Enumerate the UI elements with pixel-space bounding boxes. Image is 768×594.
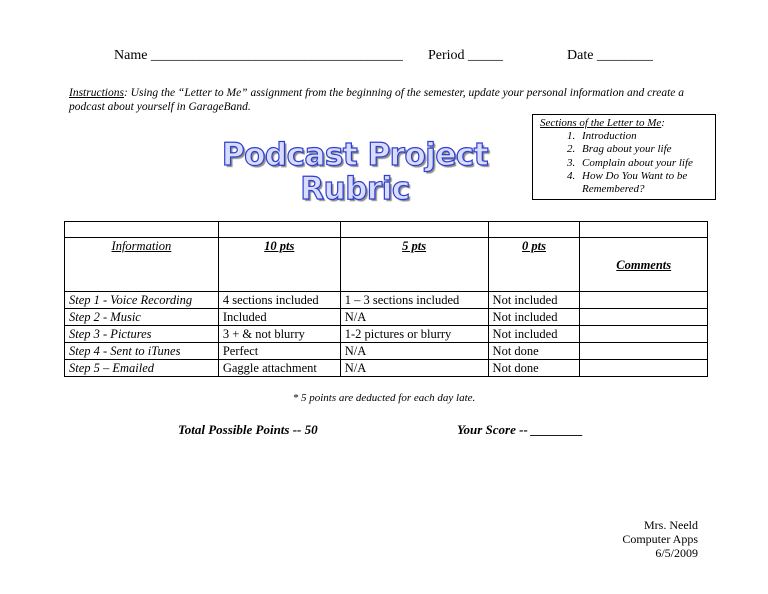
teacher-name: Mrs. Neeld (644, 518, 698, 532)
table-cell: 1 – 3 sections included (340, 292, 488, 309)
table-cell: Not included (488, 326, 580, 343)
step-cell: Step 3 - Pictures (65, 326, 219, 343)
table-cell (65, 222, 219, 238)
column-header-comments: Comments (580, 238, 708, 292)
comments-cell (580, 360, 708, 377)
table-cell: Not included (488, 292, 580, 309)
table-cell: Gaggle attachment (218, 360, 340, 377)
table-cell: N/A (340, 309, 488, 326)
sections-list-item: 1. Introduction (578, 130, 711, 143)
table-cell: Not done (488, 360, 580, 377)
step-cell: Step 5 – Emailed (65, 360, 219, 377)
step-cell: Step 2 - Music (65, 309, 219, 326)
comments-cell (580, 309, 708, 326)
table-cell: N/A (340, 360, 488, 377)
table-row (65, 309, 708, 326)
table-cell (580, 222, 708, 238)
page-title-line1: Podcast Project (221, 137, 489, 173)
column-header-information: Information (65, 238, 219, 292)
table-cell: Not included (488, 309, 580, 326)
column-header-10-pts: 10 pts (218, 238, 340, 292)
comments-cell (580, 292, 708, 309)
instructions (69, 86, 689, 114)
comments-cell (580, 343, 708, 360)
sections-box-title: Sections of the Letter to Me (540, 117, 662, 129)
course-name: Computer Apps (622, 532, 698, 546)
comments-cell (580, 326, 708, 343)
column-header-0-pts: 0 pts (488, 238, 580, 292)
total-possible-points: Total Possible Points -- 50 (178, 422, 318, 437)
table-cell: 4 sections included (218, 292, 340, 309)
rubric-table (64, 221, 708, 377)
sections-list (540, 130, 711, 196)
instructions-label: Instructions (69, 87, 124, 99)
page-title-line2: Rubric (300, 171, 410, 207)
table-cell: Not done (488, 343, 580, 360)
late-penalty-note: * 5 points are deducted for each day late. (292, 392, 476, 404)
sections-list-item: 4. How Do You Want to be Remembered? (578, 170, 711, 196)
your-score-field: Your Score -- ________ (457, 422, 584, 437)
table-cell: 1-2 pictures or blurry (340, 326, 488, 343)
footer-info (622, 518, 698, 560)
table-cell: 3 + & not blurry (218, 326, 340, 343)
table-row (65, 343, 708, 360)
table-cell: Included (218, 309, 340, 326)
letter-sections-box (532, 114, 716, 200)
date-field-label: Date ________ (567, 48, 653, 63)
table-cell: Perfect (218, 343, 340, 360)
page-title (190, 138, 520, 206)
table-header-row (65, 238, 708, 292)
table-row (65, 360, 708, 377)
student-info-header (0, 48, 768, 68)
table-cell (218, 222, 340, 238)
sections-box-title-colon: : (661, 117, 665, 129)
column-header-5-pts: 5 pts (340, 238, 488, 292)
table-cell (488, 222, 580, 238)
table-row (65, 326, 708, 343)
table-row (65, 292, 708, 309)
sections-list-item: 2. Brag about your life (578, 143, 711, 156)
instructions-text: : Using the “Letter to Me” assignment from the beginning of the semester, update your personal information and create a podcast about yourself in GarageBand. (69, 87, 684, 113)
table-spacer-row (65, 222, 708, 238)
table-cell (340, 222, 488, 238)
table-cell: N/A (340, 343, 488, 360)
step-cell: Step 4 - Sent to iTunes (65, 343, 219, 360)
document-date: 6/5/2009 (655, 546, 698, 560)
period-field-label: Period _____ (428, 48, 504, 63)
name-field-label: Name ____________________________________ (114, 48, 403, 63)
step-cell: Step 1 - Voice Recording (65, 292, 219, 309)
sections-list-item: 3. Complain about your life (578, 157, 711, 170)
